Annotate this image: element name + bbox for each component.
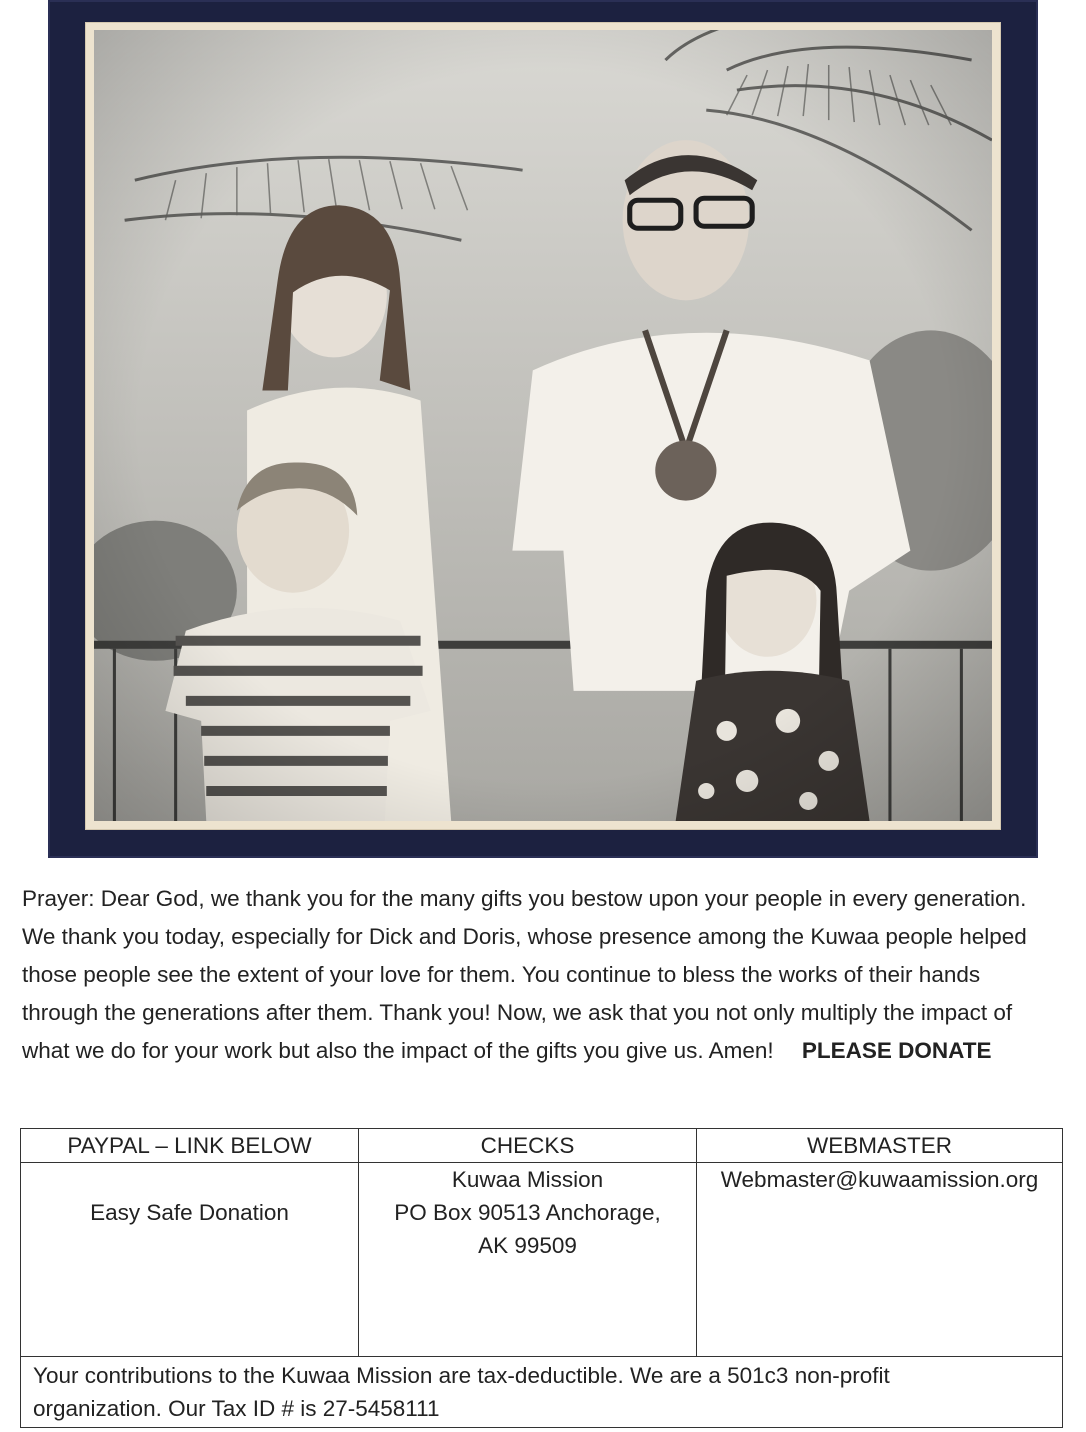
donation-table-footer [21,1357,1063,1428]
checks-cell [359,1163,697,1357]
webmaster-header: WEBMASTER [697,1129,1063,1163]
tax-note-line-1: Your contributions to the Kuwaa Mission are tax-deductible. We are a 501c3 non-profit [33,1363,890,1388]
paypal-cell[interactable] [21,1163,359,1357]
webmaster-cell [697,1163,1063,1357]
paypal-donation-link[interactable]: Easy Safe Donation [90,1200,289,1225]
prayer-text: Prayer: Dear God, we thank you for the many gifts you bestow upon your people in every generation. We thank you today, especially for Dick and Doris, whose presence among the Kuwaa people helped those people see the extent of your love for them. You continue to bless the works of their hands through the generations after them. Thank you! Now, we ask that you not only multiply the impact of what we do for your work but also the impact of the gifts you give us. Amen! [22,886,1027,1063]
donation-table-body [21,1163,1063,1357]
photo-frame [48,0,1038,858]
checks-line-name: Kuwaa Mission [451,1167,604,1192]
family-photo [94,30,992,821]
photo-mat [85,22,1001,830]
prayer-paragraph [22,880,1062,1070]
tax-note-line-2: organization. Our Tax ID # is 27-5458111 [33,1396,440,1421]
family-photo-illustration [94,30,992,821]
webmaster-email[interactable]: Webmaster@kuwaamission.org [720,1167,1039,1192]
please-donate-label: PLEASE DONATE [801,1038,992,1063]
donation-table [20,1128,1063,1428]
checks-line-pobox: PO Box 90513 Anchorage, [394,1200,661,1225]
checks-header: CHECKS [359,1129,697,1163]
donation-table-header [21,1129,1063,1163]
paypal-header: PAYPAL – LINK BELOW [21,1129,359,1163]
checks-line-city: AK 99509 [478,1233,577,1258]
tax-note-cell [21,1357,1063,1428]
